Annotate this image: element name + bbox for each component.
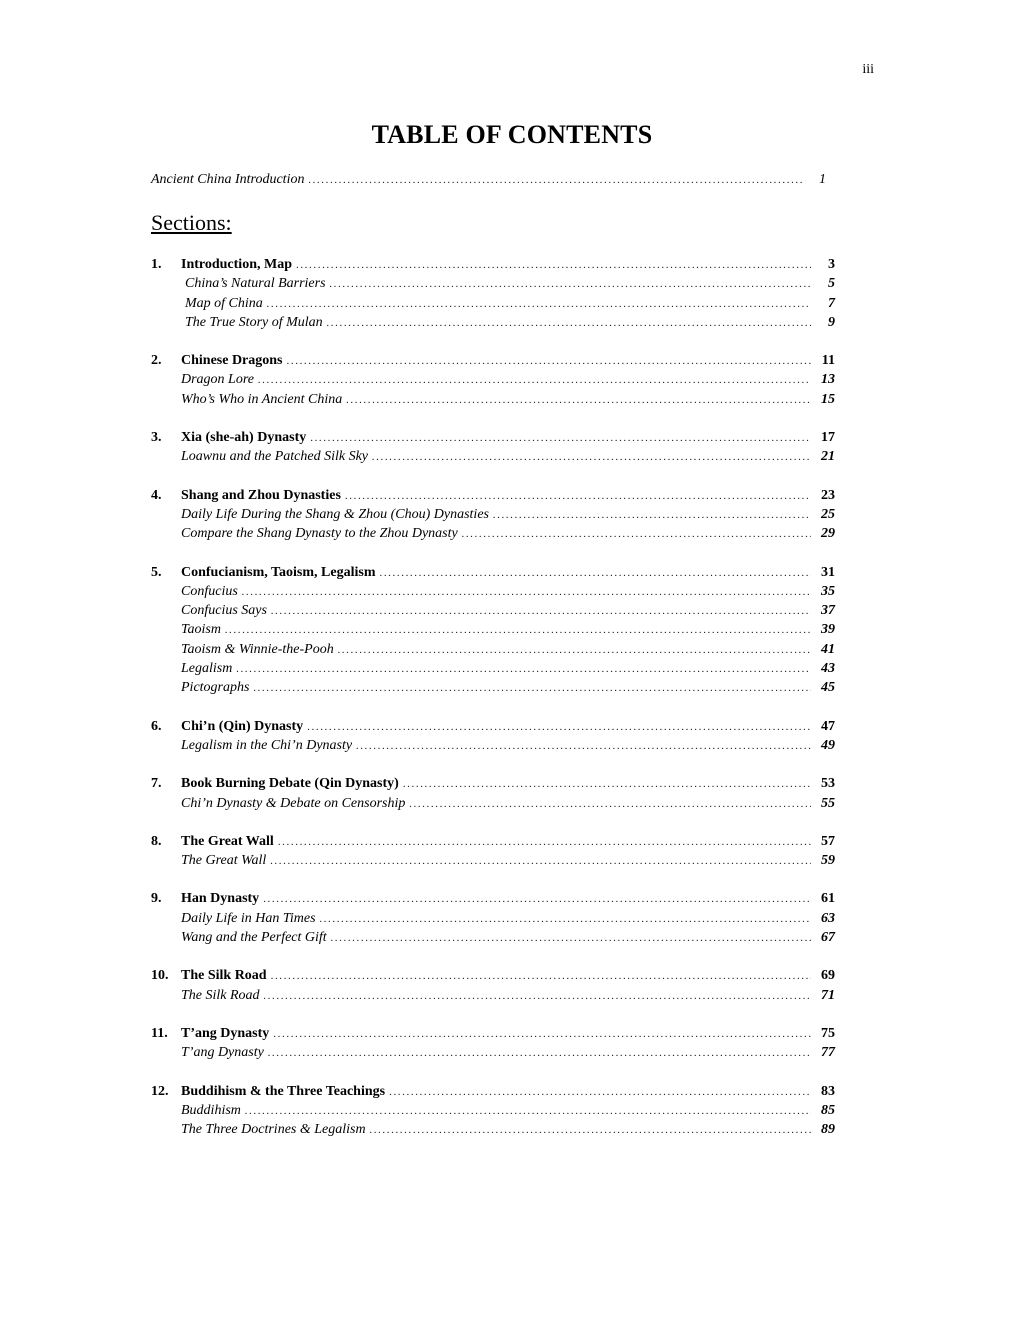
- toc-intro-page: 1: [819, 172, 826, 187]
- subentry-title: The True Story of Mulan: [185, 314, 323, 330]
- subentry-title: Daily Life During the Shang & Zhou (Chou) Dynasties: [181, 506, 489, 522]
- dot-leader: [287, 355, 811, 367]
- toc-section: [151, 776, 835, 815]
- toc-subentry[interactable]: [151, 853, 835, 872]
- toc-subentry[interactable]: [151, 930, 835, 949]
- subentry-page-number: 37: [821, 603, 835, 619]
- toc-section: [151, 488, 835, 546]
- subentry-title: Map of China: [185, 295, 263, 311]
- toc-section-entry[interactable]: [151, 776, 835, 795]
- toc-section: [151, 1026, 835, 1065]
- dot-leader: [493, 509, 811, 521]
- section-number: 2.: [151, 353, 162, 369]
- toc-section-entry[interactable]: [151, 719, 835, 738]
- subentry-page-number: 63: [821, 910, 835, 926]
- dot-leader: [327, 317, 811, 329]
- toc-section-entry[interactable]: [151, 353, 835, 372]
- section-number: 7.: [151, 776, 162, 792]
- toc-subentry[interactable]: [151, 584, 835, 603]
- subentry-page-number: 59: [821, 853, 835, 869]
- dot-leader: [331, 932, 811, 944]
- dot-leader: [310, 432, 811, 444]
- toc-section: [151, 430, 835, 469]
- dot-leader: [372, 451, 811, 463]
- section-title: Chi’n (Qin) Dynasty: [181, 718, 304, 734]
- toc-intro-entry[interactable]: [151, 172, 826, 188]
- toc-subentry[interactable]: [151, 372, 835, 391]
- subentry-title: Legalism: [181, 661, 233, 677]
- dot-leader: [346, 394, 811, 406]
- toc-subentry[interactable]: [151, 276, 835, 295]
- subentry-title: China’s Natural Barriers: [185, 276, 326, 292]
- dot-leader: [409, 798, 811, 810]
- section-page-number: 31: [821, 564, 835, 580]
- toc-subentry[interactable]: [151, 392, 835, 411]
- subentry-page-number: 71: [821, 987, 835, 1003]
- section-title: Buddihism & the Three Teachings: [181, 1083, 386, 1099]
- subentry-title: Buddihism: [181, 1102, 241, 1118]
- section-title: Introduction, Map: [181, 257, 292, 272]
- section-title: Xia (she-ah) Dynasty: [181, 430, 307, 446]
- dot-leader: [379, 567, 811, 579]
- dot-leader: [268, 1047, 811, 1059]
- toc-subentry[interactable]: [151, 315, 835, 334]
- subentry-page-number: 9: [828, 314, 835, 330]
- section-page-number: 3: [828, 257, 835, 272]
- toc-subentry[interactable]: [151, 1045, 835, 1064]
- subentry-title: T’ang Dynasty: [181, 1045, 264, 1061]
- subentry-page-number: 49: [821, 737, 835, 753]
- subentry-title: Compare the Shang Dynasty to the Zhou Dynasty: [181, 526, 458, 542]
- toc-subentry[interactable]: [151, 680, 835, 699]
- toc-subentry[interactable]: [151, 661, 835, 680]
- section-number: 3.: [151, 430, 162, 446]
- subentry-title: The Silk Road: [181, 987, 260, 1003]
- subentry-title: Who’s Who in Ancient China: [181, 391, 343, 407]
- section-page-number: 47: [821, 718, 835, 734]
- toc-subentry[interactable]: [151, 296, 835, 315]
- subentry-page-number: 45: [821, 680, 835, 696]
- toc-section-entry[interactable]: [151, 1026, 835, 1045]
- toc-section: [151, 1084, 835, 1142]
- subentry-page-number: 35: [821, 583, 835, 599]
- section-page-number: 69: [821, 968, 835, 984]
- section-title: Han Dynasty: [181, 891, 260, 907]
- subentry-page-number: 67: [821, 930, 835, 946]
- section-title: Chinese Dragons: [181, 353, 283, 369]
- sections-list: [151, 257, 835, 1160]
- subentry-title: The Great Wall: [181, 853, 267, 869]
- dot-leader: [267, 298, 811, 310]
- section-number: 8.: [151, 833, 162, 849]
- section-number: 5.: [151, 564, 162, 580]
- subentry-title: Pictographs: [181, 680, 250, 696]
- toc-subentry[interactable]: [151, 603, 835, 622]
- subentry-page-number: 5: [828, 276, 835, 292]
- subentry-title: Confucius Says: [181, 603, 267, 619]
- section-page-number: 53: [821, 776, 835, 792]
- section-number: 6.: [151, 718, 162, 734]
- subentry-title: Confucius: [181, 583, 238, 599]
- subentry-title: Wang and the Perfect Gift: [181, 930, 327, 946]
- dot-leader: [236, 663, 811, 675]
- toc-section-entry[interactable]: [151, 257, 835, 276]
- subentry-page-number: 21: [821, 449, 835, 465]
- section-page-number: 57: [821, 833, 835, 849]
- dot-leader: [345, 490, 811, 502]
- subentry-page-number: 85: [821, 1102, 835, 1118]
- subentry-page-number: 13: [821, 372, 835, 388]
- dot-leader: [308, 174, 802, 186]
- section-number: 10.: [151, 968, 169, 984]
- subentry-title: The Three Doctrines & Legalism: [181, 1122, 366, 1138]
- section-title: The Silk Road: [181, 968, 267, 984]
- page-number: iii: [862, 62, 874, 77]
- subentry-page-number: 41: [821, 641, 835, 657]
- toc-section: [151, 565, 835, 700]
- subentry-title: Loawnu and the Patched Silk Sky: [181, 449, 369, 465]
- toc-section: [151, 719, 835, 758]
- section-page-number: 75: [821, 1025, 835, 1041]
- subentry-page-number: 7: [828, 295, 835, 311]
- toc-section: [151, 834, 835, 873]
- toc-section: [151, 891, 835, 949]
- dot-leader: [356, 740, 811, 752]
- section-page-number: 61: [821, 891, 835, 907]
- dot-leader: [462, 528, 811, 540]
- subentry-title: Daily Life in Han Times: [181, 910, 316, 926]
- dot-leader: [389, 1086, 811, 1098]
- toc-section-entry[interactable]: [151, 430, 835, 449]
- dot-leader: [263, 893, 811, 905]
- subentry-page-number: 29: [821, 526, 835, 542]
- section-page-number: 83: [821, 1083, 835, 1099]
- section-number: 12.: [151, 1083, 169, 1099]
- dot-leader: [253, 682, 811, 694]
- subentry-page-number: 15: [821, 391, 835, 407]
- subentry-title: Chi’n Dynasty & Debate on Censorship: [181, 795, 406, 811]
- dot-leader: [370, 1124, 811, 1136]
- subentry-title: Taoism & Winnie-the-Pooh: [181, 641, 334, 657]
- toc-subentry[interactable]: [151, 796, 835, 815]
- section-title: The Great Wall: [181, 833, 274, 849]
- dot-leader: [307, 721, 811, 733]
- section-number: 9.: [151, 891, 162, 907]
- dot-leader: [271, 605, 811, 617]
- toc-section-entry[interactable]: [151, 1084, 835, 1103]
- subentry-page-number: 89: [821, 1122, 835, 1138]
- sections-heading: Sections:: [151, 210, 232, 235]
- subentry-page-number: 77: [821, 1045, 835, 1061]
- dot-leader: [225, 624, 811, 636]
- section-number: 1.: [151, 257, 162, 272]
- toc-subentry[interactable]: [151, 526, 835, 545]
- subentry-title: Legalism in the Chi’n Dynasty: [181, 737, 353, 753]
- dot-leader: [403, 778, 811, 790]
- section-page-number: 17: [821, 430, 835, 446]
- toc-subentry[interactable]: [151, 449, 835, 468]
- dot-leader: [273, 1028, 811, 1040]
- toc-section: [151, 257, 835, 334]
- toc-subentry[interactable]: [151, 1122, 835, 1141]
- subentry-page-number: 39: [821, 622, 835, 638]
- section-title: T’ang Dynasty: [181, 1025, 270, 1041]
- section-title: Book Burning Debate (Qin Dynasty): [181, 776, 399, 792]
- dot-leader: [271, 970, 811, 982]
- subentry-page-number: 25: [821, 506, 835, 522]
- toc-section-entry[interactable]: [151, 968, 835, 987]
- dot-leader: [320, 913, 811, 925]
- page-title: TABLE OF CONTENTS: [371, 120, 653, 149]
- subentry-page-number: 43: [821, 661, 835, 677]
- section-page-number: 11: [821, 353, 835, 369]
- toc-subentry[interactable]: [151, 911, 835, 930]
- dot-leader: [270, 855, 811, 867]
- subentry-page-number: 55: [821, 795, 835, 811]
- dot-leader: [296, 259, 811, 271]
- toc-subentry[interactable]: [151, 507, 835, 526]
- dot-leader: [245, 1105, 811, 1117]
- toc-subentry[interactable]: [151, 642, 835, 661]
- toc-section-entry[interactable]: [151, 565, 835, 584]
- section-page-number: 23: [821, 487, 835, 503]
- toc-subentry[interactable]: [151, 988, 835, 1007]
- section-title: Shang and Zhou Dynasties: [181, 487, 341, 503]
- section-number: 11.: [151, 1025, 168, 1041]
- subentry-title: Taoism: [181, 622, 221, 638]
- dot-leader: [338, 644, 811, 656]
- toc-section-entry[interactable]: [151, 891, 835, 910]
- toc-subentry[interactable]: [151, 738, 835, 757]
- dot-leader: [330, 278, 811, 290]
- section-title: Confucianism, Taoism, Legalism: [181, 564, 376, 580]
- toc-section-entry[interactable]: [151, 488, 835, 507]
- dot-leader: [278, 836, 811, 848]
- section-number: 4.: [151, 487, 162, 503]
- toc-subentry[interactable]: [151, 622, 835, 641]
- toc-section: [151, 968, 835, 1007]
- dot-leader: [258, 374, 811, 386]
- subentry-title: Dragon Lore: [181, 372, 254, 388]
- toc-section: [151, 353, 835, 411]
- toc-subentry[interactable]: [151, 1103, 835, 1122]
- toc-section-entry[interactable]: [151, 834, 835, 853]
- dot-leader: [264, 990, 811, 1002]
- dot-leader: [242, 586, 811, 598]
- toc-intro-label: Ancient China Introduction: [151, 172, 305, 187]
